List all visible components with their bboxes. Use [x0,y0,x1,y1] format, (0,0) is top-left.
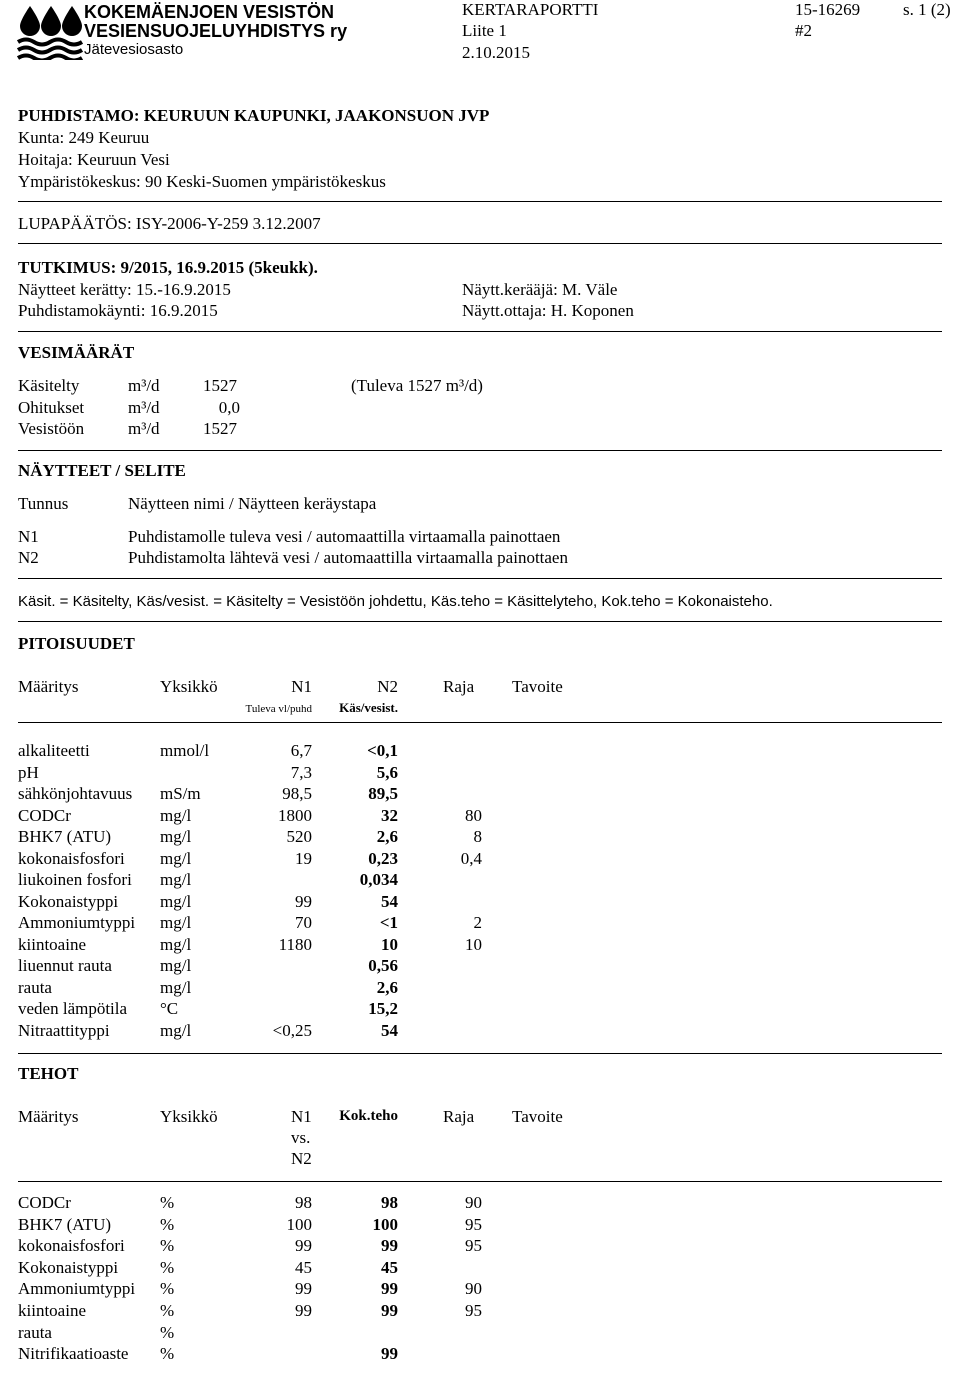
row-unit: % [160,1236,175,1256]
study-title: TUTKIMUS: 9/2015, 16.9.2015 (5keukk). [18,258,318,277]
row-unit: % [160,1214,175,1234]
sample-id: N2 [18,548,39,567]
row-total-efficiency: 99 [381,1301,398,1320]
sample-taker: Näytt.ottaja: H. Koponen [462,301,634,320]
row-param: sähkönjohtavuus [18,784,133,803]
divider [18,578,942,579]
row-n2: 0,23 [368,848,398,868]
row-total-efficiency: 45 [381,1257,398,1277]
water-label: Käsitelty [18,376,80,395]
row-n2: 2,6 [376,977,398,997]
row-param: veden lämpötila [18,999,128,1018]
row-unit: mg/l [160,913,192,932]
col-unit: Yksikkö [160,677,218,696]
divider [18,1181,942,1182]
row-n1: <0,25 [272,1020,312,1040]
organization-logo-icon [16,4,86,60]
row-unit: mg/l [160,956,192,975]
samples-col-id: Tunnus [18,494,69,513]
row-unit: % [160,1279,175,1299]
row-unit: mg/l [160,977,192,997]
col-n1-n2: N2 [291,1149,312,1168]
row-param: BHK7 (ATU) [18,1214,112,1234]
row-limit: 95 [465,1301,482,1320]
col-n1: N1 [291,677,312,696]
samples-col-desc: Näytteen nimi / Näytteen keräystapa [128,494,377,513]
operator: Hoitaja: Keuruun Vesi [18,150,170,169]
row-n2: 0,56 [368,956,398,975]
row-unit: mS/m [160,784,201,803]
row-n1-vs-n2: 99 [295,1279,312,1299]
row-n1-vs-n2: 99 [295,1301,312,1320]
water-unit: m³/d [128,419,160,438]
row-n1: 99 [295,891,312,911]
row-total-efficiency: 99 [381,1344,398,1364]
concentrations-heading: PITOISUUDET [18,634,135,653]
divider [18,331,942,332]
report-type: KERTARAPORTTI [462,0,599,19]
row-unit: % [160,1301,175,1320]
water-value: 1527 [203,419,237,438]
row-param: kokonaisfosfori [18,1236,125,1256]
row-n1: 1800 [278,805,312,825]
col-n2-sub: Käs/vesist. [339,700,398,715]
abbreviation-legend: Käsit. = Käsitelty, Käs/vesist. = Käsitelty = Vesistöön johdettu, Käs.teho = Käsittelyteho, Kok.teho = Kokonaisteho. [18,593,773,610]
water-amounts-heading: VESIMÄÄRÄT [18,343,135,362]
row-limit: 80 [465,805,482,825]
page-number: s. 1 (2) [903,0,951,19]
col-n1-vs: vs. [291,1128,311,1147]
report-number: 15-16269 [795,0,861,19]
row-n2: 54 [381,891,398,911]
row-param: Kokonaistyppi [18,1257,119,1277]
row-param: pH [18,762,39,782]
row-unit: mg/l [160,870,192,889]
divider [18,621,942,622]
row-param: CODCr [18,1193,71,1212]
col-n2: N2 [377,677,398,696]
sample-collector: Näytt.kerääjä: M. Väle [462,280,618,299]
environment-centre: Ympäristökeskus: 90 Keski-Suomen ympäristökeskus [18,172,386,191]
row-unit: mg/l [160,827,192,846]
row-n1-vs-n2: 98 [295,1193,312,1212]
row-n1: 6,7 [290,741,312,760]
row-param: BHK7 (ATU) [18,827,112,846]
samples-heading: NÄYTTEET / SELITE [18,461,186,480]
row-limit: 95 [465,1236,482,1256]
row-param: kokonaisfosfori [18,848,125,868]
permit-decision: LUPAPÄÄTÖS: ISY-2006-Y-259 3.12.2007 [18,214,321,233]
row-limit: 2 [473,913,482,932]
water-note: (Tuleva 1527 m³/d) [351,376,483,395]
sample-desc: Puhdistamolta lähtevä vesi / automaattilla virtaamalla painottaen [128,548,568,567]
divider [18,450,942,451]
row-param: Ammoniumtyppi [18,1279,136,1299]
org-department: Jätevesiosasto [84,41,184,58]
row-total-efficiency: 98 [381,1193,398,1212]
row-unit: % [160,1344,175,1364]
org-name-line1: KOKEMÄENJOEN VESISTÖN [84,2,335,22]
row-limit: 8 [473,827,482,846]
row-param: Kokonaistyppi [18,891,119,911]
row-unit: mg/l [160,1020,192,1040]
col-unit: Yksikkö [160,1107,218,1126]
row-param: liukoinen fosfori [18,870,132,889]
water-label: Ohitukset [18,398,85,417]
divider [18,201,942,202]
report-subnumber: #2 [795,21,812,40]
row-limit: 90 [465,1193,482,1212]
row-total-efficiency: 100 [372,1214,398,1234]
row-limit: 95 [465,1214,482,1234]
divider [18,722,942,723]
row-n2: <1 [379,913,398,932]
row-total-efficiency: 99 [381,1279,398,1299]
row-n1: 520 [286,827,312,846]
water-value: 0,0 [218,398,240,417]
divider [18,1053,942,1054]
col-n1: N1 [291,1107,312,1126]
plant-visit: Puhdistamokäynti: 16.9.2015 [18,301,218,320]
col-limit: Raja [443,677,475,696]
row-param: kiintoaine [18,934,86,954]
sample-desc: Puhdistamolle tuleva vesi / automaattilla virtaamalla painottaen [128,527,561,546]
row-n1: 19 [295,848,312,868]
row-unit: % [160,1257,175,1277]
row-n2: 0,034 [359,870,398,889]
col-target: Tavoite [512,677,563,696]
row-limit: 10 [465,934,482,954]
samples-collected: Näytteet kerätty: 15.-16.9.2015 [18,280,231,299]
row-n2: 89,5 [368,784,398,803]
row-n2: 15,2 [368,999,398,1018]
row-param: alkaliteetti [18,741,90,760]
row-unit: °C [160,999,179,1018]
org-name-line2: VESIENSUOJELUYHDISTYS ry [84,21,348,41]
row-param: Ammoniumtyppi [18,913,136,932]
efficiency-heading: TEHOT [18,1064,79,1083]
row-n2: 10 [381,934,398,954]
row-unit: mg/l [160,934,192,954]
appendix-label: Liite 1 [462,21,507,40]
row-n1: 7,3 [290,762,312,782]
col-limit: Raja [443,1107,475,1126]
municipality: Kunta: 249 Keuruu [18,128,150,147]
water-unit: m³/d [128,376,160,395]
row-limit: 90 [465,1279,482,1299]
row-total-efficiency: 99 [381,1236,398,1256]
col-param: Määritys [18,677,79,696]
report-date: 2.10.2015 [462,43,530,62]
row-unit: mmol/l [160,741,210,760]
col-target: Tavoite [512,1107,563,1126]
col-n1-sub: Tuleva vl/puhd [245,703,312,715]
row-n1: 1180 [278,934,312,954]
row-unit: mg/l [160,891,192,911]
row-unit: mg/l [160,805,192,825]
row-n1: 70 [295,913,312,932]
row-n2: 54 [381,1020,398,1040]
row-n1-vs-n2: 45 [295,1257,312,1277]
water-label: Vesistöön [18,419,85,438]
col-param: Määritys [18,1107,79,1126]
sample-id: N1 [18,527,39,546]
row-param: CODCr [18,805,71,825]
row-unit: mg/l [160,848,192,868]
row-n1-vs-n2: 100 [286,1214,312,1234]
row-n1: 98,5 [282,784,312,803]
row-param: rauta [18,1322,52,1342]
divider [18,243,942,244]
row-n2: 5,6 [376,762,398,782]
water-unit: m³/d [128,398,160,417]
col-total-efficiency: Kok.teho [339,1108,398,1124]
water-value: 1527 [203,376,237,395]
row-n2: 32 [381,805,398,825]
row-param: Nitrifikaatioaste [18,1344,129,1364]
row-param: rauta [18,977,52,997]
row-unit: % [160,1193,175,1212]
row-limit: 0,4 [460,848,482,868]
plant-title: PUHDISTAMO: KEURUUN KAUPUNKI, JAAKONSUON JVP [18,106,490,125]
row-param: Nitraattityppi [18,1020,110,1040]
row-unit: % [160,1322,175,1342]
row-n1-vs-n2: 99 [295,1236,312,1256]
row-param: liuennut rauta [18,956,112,975]
row-param: kiintoaine [18,1301,86,1320]
row-n2: <0,1 [367,741,398,760]
row-n2: 2,6 [376,827,398,846]
